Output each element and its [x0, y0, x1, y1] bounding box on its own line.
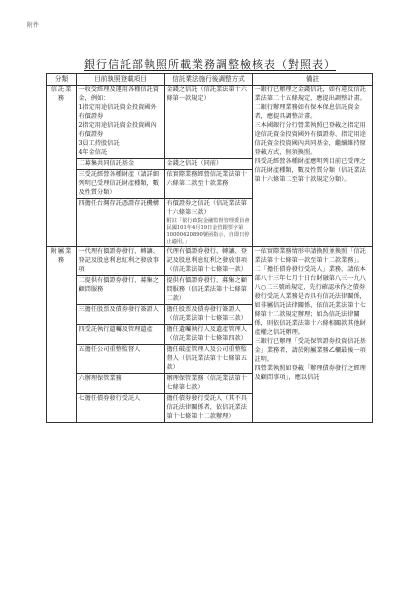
law-basis-cell: 擔任遺囑執行人及遺產管理人（信託業法第十七條第四款）: [165, 325, 253, 345]
item-line: 4年金信託: [78, 148, 108, 156]
law-basis-text: 有價證券之信託（信託業法第十六條第三款）: [166, 199, 247, 216]
note-item: 四營業執照如登載「辦理債券發行之經理及顧問事項」，應以信託: [254, 364, 366, 381]
header-category: 分類: [47, 74, 77, 86]
category-trust-business: 信託業務: [47, 85, 77, 247]
item-line: 1指定用途信託資金投資國外有價證券: [78, 104, 157, 120]
table-row: [47, 247, 373, 276]
law-basis-footnote: 附註「依行政院金融監督管理委員會民國101年4月19日金管銀票字第10000420890號函指示，自即日停止適用。」: [166, 217, 250, 245]
current-item-cell: 五擔任公司重整監督人: [77, 345, 165, 374]
law-basis-cell: 金錢之信託（同前）: [165, 159, 253, 170]
header-row: [47, 74, 373, 86]
notes-cell-ancillary: [253, 247, 373, 423]
current-item-cell: 六辦理保管業務: [77, 374, 165, 394]
current-item-cell: 七擔任債券發行受託人: [77, 394, 165, 423]
item-line: 3員工持股信託: [78, 139, 120, 147]
law-basis-cell: 代理有價證券發行、轉讓、登記及股息利息紅利之發放事項（信託業法第十七條第一款）: [165, 247, 253, 276]
header-law-basis: 信託業法施行後調整方式: [165, 74, 253, 86]
current-item-cell: 三擔任股票及債券發行簽證人: [77, 305, 165, 325]
header-current-items: 目前執照登載項目: [77, 74, 165, 86]
law-basis-cell: 擔任股票及債券發行簽證人（信託業法第十七條第三款）: [165, 305, 253, 325]
current-item-cell: 四擔任台灣存託憑證存託機構: [77, 199, 165, 247]
current-item-cell: [77, 85, 165, 159]
table-row: [47, 85, 373, 159]
current-item-cell: 一代理有價證券發行、轉讓、登記及股息利息紅利之發放事項: [77, 247, 165, 276]
law-basis-cell: 金錢之信託（信託業法第十六條第一款規定）: [165, 85, 253, 159]
law-basis-cell: 擔任債券發行受託人（其不具信託法律關係者，依信託業法第十七條第十二款辦理）: [165, 394, 253, 423]
checklist-table: [46, 73, 373, 423]
header-notes: 備註: [253, 74, 373, 86]
note-item: 二「擔任債券發行受託人」業務，請依本部八十三年七月十日台財融第八三一九八八○二三號函規定，先行確認承作之債券發行受託人業務是否具有信託法律關係，如非屬信託法律關係，依信託業法第十七條第十二款規定辦理；如為信託法律關係，則依信託業法第十六條相關款其他財產權之信託辦理。: [254, 265, 366, 336]
current-item-cell: 三受託經營各種財產（請詳細列明已受理信託財產種類，數及性質分類）: [77, 170, 165, 199]
law-basis-cell: 提供有價證券發行、募集之顧問服務（信託業法第十七條第二款）: [165, 276, 253, 305]
note-item: 三銀行已辦理「受託保管證券投資信託基金」業務者，請於附屬業務乙欄最後一項註明。: [254, 337, 366, 363]
category-ancillary-business: 附屬業務: [47, 247, 77, 423]
note-item: 三本國銀行分行營業執照已登載之指定用途信託資金投資國外有價證券、指定用途信託資金投資國內共同基金，繼續維持原登載方式，無須換照。: [254, 121, 366, 156]
attachment-label: 附件: [27, 22, 40, 29]
law-basis-cell: 依實際業務經營信託業法第十六條第二款至十款業務: [165, 170, 253, 199]
law-basis-cell: 擔任破產管理人及公司重整監督人（信託業法第十七條第五款）: [165, 345, 253, 374]
current-item-cell: 四受託執行遺囑及管理遺產: [77, 325, 165, 345]
item-line: 一收受經理及運用各種信託資金，例如：: [78, 86, 159, 103]
notes-cell-trust: [253, 85, 373, 247]
note-item: 一依實際業務情形申請換照並換照「信託業法第十七條第一款至第十二款業務」。: [254, 247, 366, 264]
current-item-cell: 二募集共同信託基金: [77, 159, 165, 170]
law-basis-cell: [165, 199, 253, 247]
current-item-cell: 二提供有價證券發行、募集之顧問服務: [77, 276, 165, 305]
note-item: 二銀行辦理業務如有保本保息信託資金者，應提具調整計畫。: [254, 104, 360, 120]
item-line: 2指定用途信託資金投資國內有價證券: [78, 121, 157, 138]
law-basis-cell: 辦理保管業務（信託業法第十七條第七款）: [165, 374, 253, 394]
note-item: 四受託經營各種財產應明列目前已受理之信託財產種類，數及性質分類（信託業法第十六條第二至第十款規定分類）。: [254, 157, 366, 183]
document-title: 銀行信託部執照所載業務調整檢核表（對照表）: [84, 58, 336, 71]
note-item: 一銀行已辦理之金錢信託，如有違反信託業法第二十五條規定，應提出調整計畫。: [254, 86, 366, 103]
